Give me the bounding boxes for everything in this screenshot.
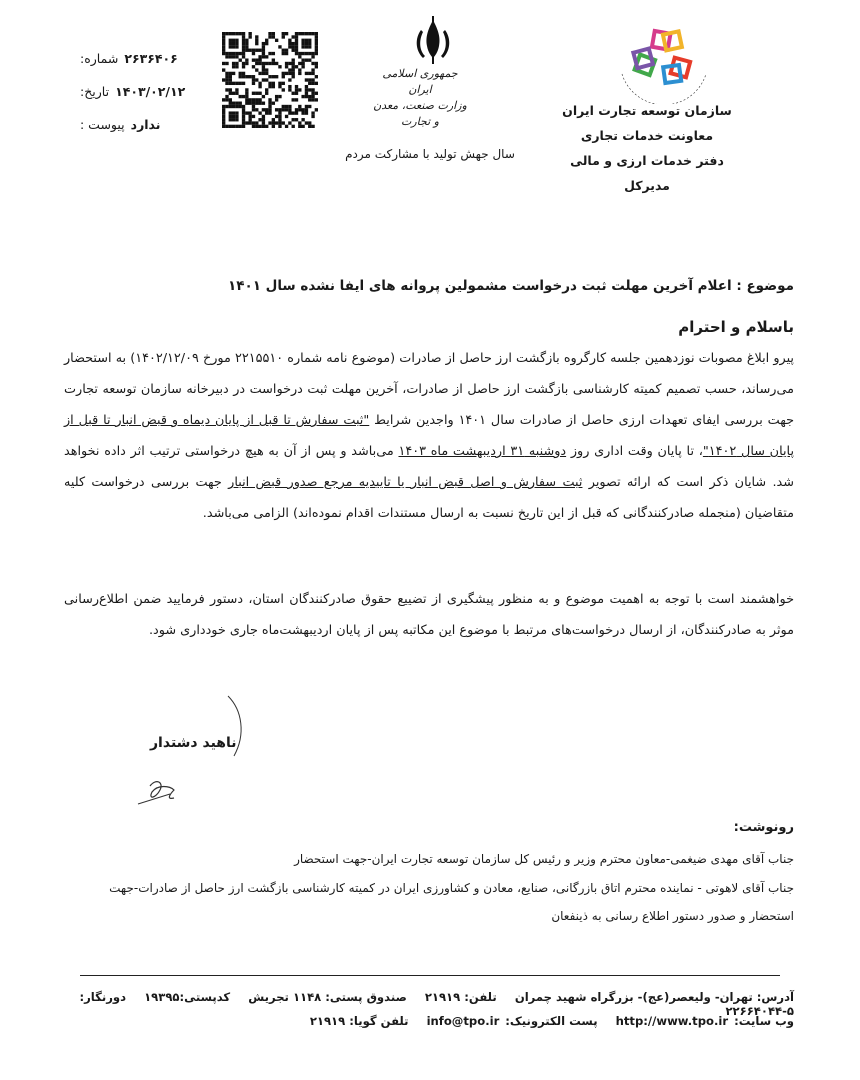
date-label: تاریخ: — [80, 84, 110, 99]
letter-meta — [80, 42, 200, 141]
underlined-documents: ثبت سفارش و اصل قبض انبار یا تاییدیه مرجع صدور قبض انبار — [228, 475, 583, 490]
paragraph-text: می‌باشد و پس از آن به هیچ درخواستی ترتیب اثر داده نخواهد شد. شایان ذکر است که ارائه تصویر — [64, 444, 794, 490]
footer-website-link[interactable]: http://www.tpo.ir — [615, 1014, 729, 1028]
cc-recipient-2: جناب آقای لاهوتی - نماینده محترم اتاق بازرگانی، صنایع، معادن و کشاورزی ایران در کمیته کارشناسی بازگشت ارز حاصل از صادرات-جهت استحضار و صدور دستور اطلاع رسانی به ذینفعان — [109, 881, 794, 923]
handwritten-signature — [130, 690, 260, 820]
cc-title: رونوشت: — [733, 820, 794, 835]
cc-recipient-1: جناب آقای مهدی ضیغمی-معاون محترم وزیر و رئیس کل سازمان توسعه تجارت ایران-جهت استحضار — [294, 852, 794, 866]
letter-date: ۱۴۰۳/۰۲/۱۲ — [115, 84, 186, 99]
org-line: معاونت خدمات تجاری — [580, 128, 714, 143]
footer-address: آدرس: تهران- ولیعصر(عج)- بزرگراه شهید چمران — [514, 990, 794, 1004]
ministry-line: جمهوری اسلامی ایران — [382, 67, 458, 96]
number-row — [80, 42, 200, 75]
attachment-value: ندارد — [130, 117, 161, 132]
org-line: مدیرکل — [624, 178, 670, 193]
footer-postcode: کدپستی:۱۹۳۹۵ — [144, 990, 231, 1004]
greeting: باسلام و احترام — [678, 318, 794, 336]
paragraph-text: ، تا پایان وقت اداری روز — [566, 444, 703, 459]
footer-voice-phone: تلفن گویا: ۲۱۹۱۹ — [309, 1014, 409, 1028]
number-label: شماره: — [80, 51, 119, 66]
signatory-name: ناهید دشتدار — [150, 735, 237, 751]
footer-phone: تلفن: ۲۱۹۱۹ — [424, 990, 497, 1004]
national-emblem-icon — [405, 14, 461, 70]
organization-lines — [552, 98, 742, 198]
year-slogan: سال جهش تولید با مشارکت مردم — [345, 147, 515, 161]
footer-email-link[interactable]: info@tpo.ir — [426, 1014, 500, 1028]
underlined-condition: "ثبت سفارش تا قبل از پایان دیماه و قبض انبار تا قبل از پایان سال ۱۴۰۲" — [64, 413, 795, 459]
ministry-name — [370, 66, 470, 130]
paragraph-text: جهت بررسی درخواست کلیه متقاضیان (منجمله صادرکنندگانی که قبل از این تاریخ نسبت به ارسال مستندات اقدام نموده‌اند) الزامی می‌باشد. — [64, 475, 794, 521]
letter-number: ۲۶۳۶۴۰۶ — [124, 51, 178, 66]
footer-email-label: پست الکترونیک: — [505, 1014, 598, 1028]
underlined-deadline: دوشنبه ۳۱ اردیبهشت ماه ۱۴۰۳ — [398, 444, 567, 459]
attachment-row — [80, 108, 200, 141]
attachment-label: پیوست : — [80, 117, 125, 132]
letter-subject: موضوع : اعلام آخرین مهلت ثبت درخواست مشمولین پروانه های ایفا نشده سال ۱۴۰۱ — [227, 278, 794, 294]
footer-pobox: صندوق پستی: ۱۱۴۸ تجریش — [248, 990, 407, 1004]
footer-web-row — [74, 1014, 794, 1028]
footer-fax: دورنگار: ۵-۲۲۶۶۴۰۴۴ — [79, 990, 794, 1018]
footer-website-label: وب سایت: — [734, 1014, 794, 1028]
body-paragraph-2: خواهشمند است با توجه به اهمیت موضوع و به منظور پیشگیری از تضییع حقوق صادرکنندگان استان، دستور فرمایید ضمن اطلاع‌رسانی موثر به صادرکنندگان، از ارسال درخواست‌های مرتبط با موضوع این مکاتبه پس از پایان اردیبهشت‌ماه جاری خودداری شود. — [64, 592, 794, 638]
body-paragraph-1 — [64, 343, 794, 529]
paragraph-text: پیرو ابلاغ مصوبات نوزدهمین جلسه کارگروه بازگشت ارز حاصل از صادرات (موضوع نامه شماره ۲۲۱۵۵۱۰ مورخ ۱۴۰۲/۱۲/۰۹) به استحضار می‌رساند، حسب تصمیم کمیته کارشناسی بازگشت ارز حاصل از صادرات، آخرین مهلت ثبت درخواست در دبیرخانه سازمان توسعه تجارت جهت بررسی ایفای تعهدات ارزی حاصل از صادرات سال ۱۴۰۱ واجدین شرایط — [64, 351, 794, 428]
org-line: دفتر خدمات ارزی و مالی — [570, 153, 724, 168]
org-line: سازمان توسعه تجارت ایران — [562, 103, 732, 118]
ministry-line: وزارت صنعت، معدن و تجارت — [373, 99, 467, 128]
footer-divider — [80, 975, 780, 976]
qr-code — [222, 32, 318, 128]
organization-logo — [608, 14, 720, 104]
date-row — [80, 75, 200, 108]
